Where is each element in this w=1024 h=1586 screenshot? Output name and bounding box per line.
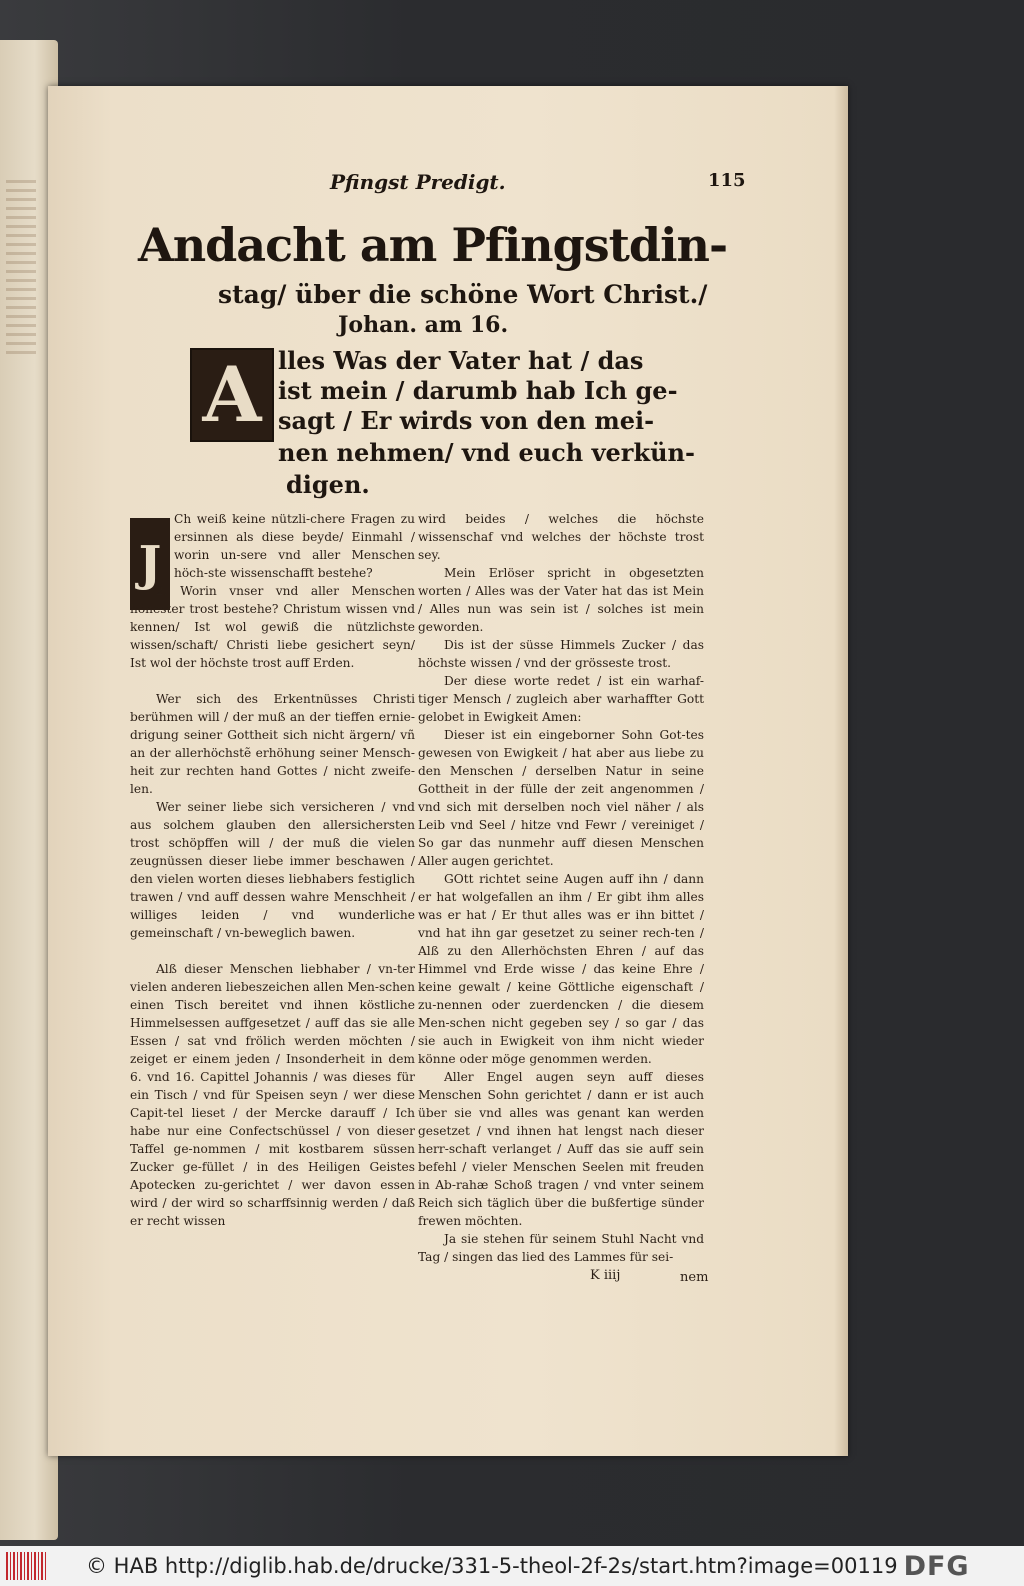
intro-line: sagt / Er wirds von den mei- <box>278 406 655 435</box>
decorated-initial: A <box>190 348 274 442</box>
book-page <box>48 86 848 1456</box>
catchword: nem <box>680 1270 709 1285</box>
page-number: 115 <box>708 170 746 191</box>
source-url[interactable]: © HAB http://diglib.hab.de/drucke/331-5-theol-2f-2s/start.htm?image=00119 <box>86 1554 898 1578</box>
viewer-footer <box>0 1546 1024 1586</box>
left-column <box>130 510 415 1230</box>
bleed-through-text <box>6 180 36 360</box>
paragraph: Aller Engel augen seyn auff dieses Menschen Sohn gerichtet / dann er ist auch über sie vnd alles was genant kan werden gesetzet / vnd ihnen hat lengst nach dieser herr-schaft verlanget / Auff das sie auff sein befehl / vieler Menschen Seelen mit freuden in Ab-rahæ Schoß tragen / vnd vnter seinem Reich sich täglich über die bußfertige sünder frewen möchten. <box>418 1070 704 1228</box>
paragraph: GOtt richtet seine Augen auff ihn / dann er hat wolgefallen an ihm / Er gibt ihm alles was er hat / Er thut alles was er ihn bittet / vnd hat ihn gar gesetzet zu seiner rech-ten / Alß zu den Allerhöchsten Ehren / auf das Himmel vnd Erde wisse / das keine Ehre / keine gewalt / keine Göttliche eigenschaft / zu-nennen oder zuerdencken / die diesem Men-schen nicht gegeben sey / so gar / das sie auch in Ewigkeit von ihm nicht wieder könne oder möge genommen werden. <box>418 872 704 1066</box>
title-line-1: Andacht am Pfingstdin- <box>138 218 728 272</box>
right-column <box>418 510 704 1266</box>
paragraph: Dieser ist ein eingeborner Sohn Got-tes gewesen von Ewigkeit / hat aber aus liebe zu den Menschen / derselben Natur in seine Gottheit in der fülle der zeit angenommen / vnd sich mit derselben noch viel näher / als Leib vnd Seel / hitze vnd Fewr / vereiniget / So gar das nunmehr auff diesen Menschen Aller augen gerichtet. <box>418 728 704 868</box>
paragraph: Dis ist der süsse Himmels Zucker / das höchste wissen / vnd der grösseste trost. <box>418 638 704 670</box>
paragraph: Wer seiner liebe sich versicheren / vnd aus solchem glauben den allersichersten trost schöpffen will / der muß die vielen zeugnüssen dieser liebe immer beschawen / den vielen worten dieses liebhabers festiglich trawen / vnd auff dessen wahre Menschheit / williges leiden / vnd wunderliche gemeinschaft / vn-beweglich bawen. <box>130 800 415 940</box>
title-line-2: stag/ über die schöne Wort Christ./ <box>218 280 708 309</box>
intro-last-line: digen. <box>286 470 370 499</box>
intro-line: nen nehmen/ vnd euch verkün- <box>278 438 695 467</box>
intro-line: lles Was der Vater hat / das <box>278 346 644 375</box>
dfg-logo: DFG <box>903 1550 970 1582</box>
running-head: Pfingst Predigt. <box>330 170 506 194</box>
paragraph: Ja sie stehen für seinem Stuhl Nacht vnd Tag / singen das lied des Lammes für sei- <box>418 1232 704 1264</box>
paragraph: Wer sich des Erkentnüsses Christi berühmen will / der muß an der tieffen ernie-drigung seiner Gottheit sich nicht ärgern/ vñ an der allerhöchstẽ erhöhung seiner Mensch-heit zur rechten hand Gottes / nicht zweife-len. <box>130 692 415 796</box>
paragraph: wird beides / welches die höchste wissenschaf vnd welches der höchste trost sey. <box>418 512 704 562</box>
paragraph: Alß dieser Menschen liebhaber / vn-ter vielen anderen liebeszeichen allen Men-schen einen Tisch bereitet vnd ihnen köstliche Himmelsessen auffgesetzet / auff das sie alle Essen / sat vnd frölich werden möchten / zeiget er einem jeden / Insonderheit in dem 6. vnd 16. Capittel Johannis / was dieses für ein Tisch / vnd für Speisen seyn / wer diese Capit-tel lieset / der Mercke darauff / Ich habe nur eine Confectschüssel / von dieser Taffel ge-nommen / mit kostbarem süssen Zucker ge-füllet / in des Heiligen Geistes Apotecken zu-gerichtet / wer davon essen wird / der wird so scharffsinnig werden / daß er recht wissen <box>130 962 415 1228</box>
barcode-icon <box>6 1552 48 1580</box>
paragraph: Ch weiß keine nützli-chere Fragen zu ersinnen als diese beyde/ Einmahl / worin un-sere vnd aller Menschen höch-ste wissenschafft bestehe? <box>174 512 415 580</box>
intro-line: ist mein / darumb hab Ich ge- <box>278 376 678 405</box>
signature-mark: K iiij <box>590 1268 621 1283</box>
paragraph: Mein Erlöser spricht in obgesetzten worten / Alles was der Vater hat das ist Mein / Alles nun was sein ist / solches ist mein geworden. <box>418 566 704 634</box>
body-initial: J <box>130 518 170 610</box>
paragraph: Der diese worte redet / ist ein warhaf-tiger Mensch / zugleich aber warhaffter Gott gelobet in Ewigkeit Amen: <box>418 674 704 724</box>
title-line-3: Johan. am 16. <box>338 312 509 338</box>
paragraph: 2. Worin vnser vnd aller Menschen höhester trost bestehe? Christum wissen vnd kennen/ Ist wol gewiß die nützlichste wissen/schaft/ Christi liebe gesichert seyn/ Ist wol der höchste trost auff Erden. <box>130 584 415 670</box>
